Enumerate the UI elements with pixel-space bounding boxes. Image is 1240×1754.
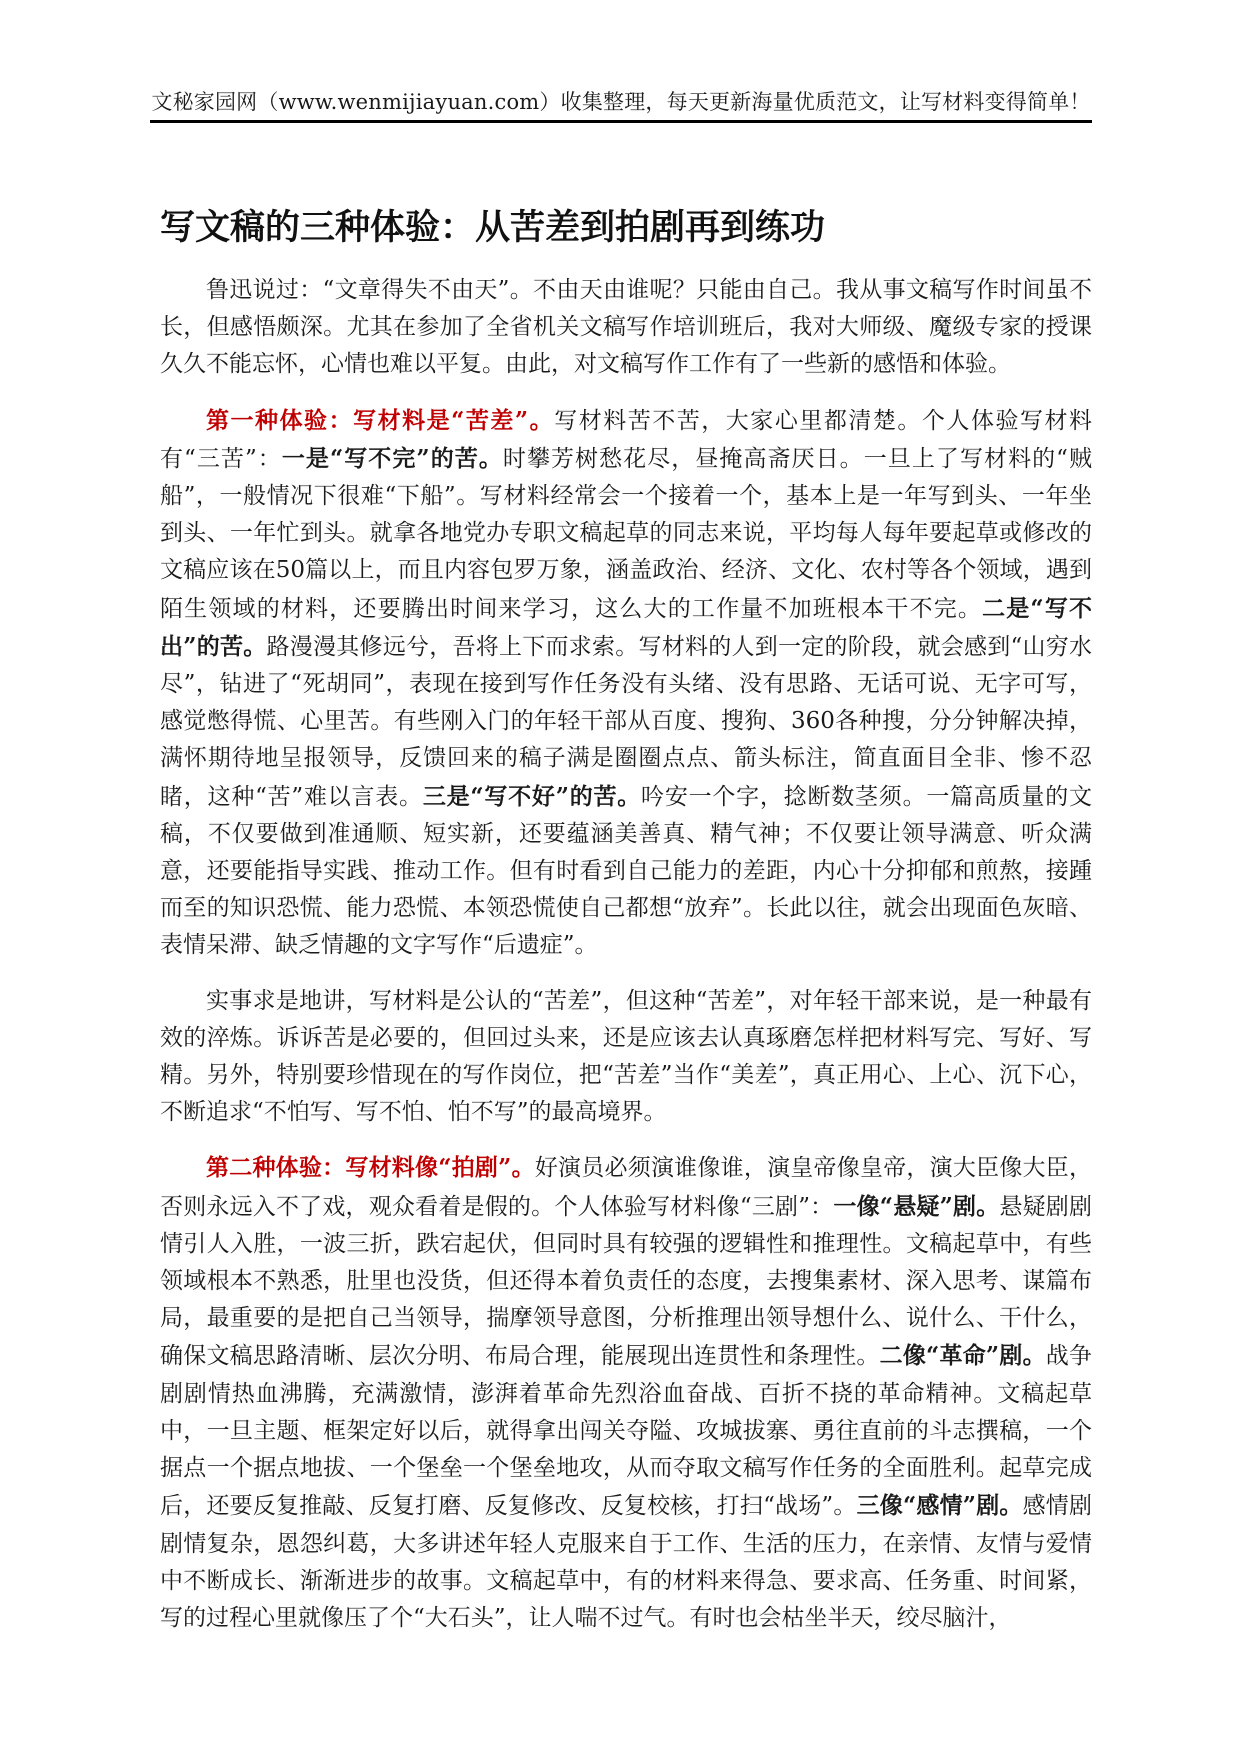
section-lead: 第一种体验：写材料是“苦差”。 bbox=[206, 406, 555, 434]
bold-phrase: 三是“写不好”的苦。 bbox=[422, 782, 642, 810]
article-body bbox=[160, 272, 1092, 1655]
paragraph-text: 写材料苦不苦，大家心里都清楚。个人体验写材料有“三苦”： bbox=[160, 407, 1092, 472]
section-lead: 第二种体验：写材料像“拍剧”。 bbox=[206, 1154, 535, 1182]
paragraph bbox=[160, 272, 1092, 384]
paragraph bbox=[160, 983, 1092, 1132]
paragraph bbox=[160, 402, 1092, 965]
article-title: 写文稿的三种体验：从苦差到拍剧再到练功 bbox=[160, 208, 826, 248]
paragraph-text: 鲁迅说过：“文章得失不由天”。不由天由谁呢？只能由自己。我从事文稿写作时间虽不长，但感悟颇深。尤其在参加了全省机关文稿写作培训班后，我对大师级、魔级专家的授课久久不能忘怀，心情也难以平复。由此，对文稿写作工作有了一些新的感悟和体验。 bbox=[160, 277, 1092, 378]
page-header: 文秘家园网（www.wenmijiayuan.com）收集整理，每天更新海量优质范文，让写材料变得简单！ bbox=[150, 88, 1092, 123]
paragraph-text: 感情剧剧情复杂，恩怨纠葛，大多讲述年轻人克服来自于工作、生活的压力，在亲情、友情与爱情中不断成长、渐渐进步的故事。文稿起草中，有的材料来得急、要求高、任务重、时间紧，写的过程心里就像压了个“大石头”，让人喘不过气。有时也会枯坐半天，绞尽脑汁， bbox=[160, 1493, 1092, 1631]
paragraph-text: 时攀芳树愁花尽，昼掩高斋厌日。一旦上了写材料的“贼船”，一般情况下很难“下船”。写材料经常会一个接着一个，基本上是一年写到头、一年坐到头、一年忙到头。就拿各地党办专职文稿起草的同志来说，平均每人每年要起草或修改的文稿应该在50篇以上，而且内容包罗万象，涵盖政治、经济、文化、农村等各个领域，遇到陌生领域的材料，还要腾出时间来学习，这么大的工作量不加班根本干不完。 bbox=[160, 445, 1092, 622]
paragraph-text: 路漫漫其修远兮，吾将上下而求索。写材料的人到一定的阶段，就会感到“山穷水尽”，钻进了“死胡同”，表现在接到写作任务没有头绪、没有思路、无话可说、无字可写，感觉憋得慌、心里苦。有些刚入门的年轻干部从百度、搜狗、360各种搜，分分钟解决掉，满怀期待地呈报领导，反馈回来的稿子满是圈圈点点、箭头标注，简直面目全非、惨不忍睹，这种“苦”难以言表。 bbox=[160, 633, 1092, 810]
paragraph-text: 悬疑剧剧情引人入胜，一波三折，跌宕起伏，但同时具有较强的逻辑性和推理性。文稿起草中，有些领域根本不熟悉，肚里也没货，但还得本着负责任的态度，去搜集素材、深入思考、谋篇布局，最重要的是把自己当领导，揣摩领导意图，分析推理出领导想什么、说什么、干什么，确保文稿思路清晰、层次分明、布局合理，能展现出连贯性和条理性。 bbox=[160, 1193, 1092, 1370]
paragraph-text: 吟安一个字，捻断数茎须。一篇高质量的文稿，不仅要做到准通顺、短实新，还要蕴涵美善真、精气神；不仅要让领导满意、听众满意，还要能指导实践、推动工作。但有时看到自己能力的差距，内心十分抑郁和煎熬，接踵而至的知识恐慌、能力恐慌、本领恐慌使自己都想“放弃”。长此以往，就会出现面色灰暗、表情呆滞、缺乏情趣的文字写作“后遗症”。 bbox=[160, 783, 1092, 959]
bold-phrase: 二是“写不出”的苦。 bbox=[160, 594, 1093, 660]
paragraph-text: 好演员必须演谁像谁，演皇帝像皇帝，演大臣像大臣，否则永远入不了戏，观众看着是假的。个人体验写材料像“三剧”： bbox=[160, 1155, 1092, 1220]
bold-phrase: 一是“写不完”的苦。 bbox=[281, 444, 503, 472]
bold-phrase: 一像“悬疑”剧。 bbox=[833, 1192, 1000, 1220]
paragraph-text: 实事求是地讲，写材料是公认的“苦差”，但这种“苦差”，对年轻干部来说，是一种最有效的淬炼。诉诉苦是必要的，但回过头来，还是应该去认真琢磨怎样把材料写完、写好、写精。另外，特别要珍惜现在的写作岗位，把“苦差”当作“美差”，真正用心、上心、沉下心，不断追求“不怕写、写不怕、怕不写”的最高境界。 bbox=[160, 987, 1092, 1126]
paragraph-text: 战争剧剧情热血沸腾，充满激情，澎湃着革命先烈浴血奋战、百折不挠的革命精神。文稿起草中，一旦主题、框架定好以后，就得拿出闯关夺隘、攻城拔寨、勇往直前的斗志撰稿，一个据点一个据点地拔、一个堡垒一个堡垒地攻，从而夺取文稿写作任务的全面胜利。起草完成后，还要反复推敲、反复打磨、反复修改、反复校核，打扫“战场”。 bbox=[160, 1343, 1093, 1520]
bold-phrase: 二像“革命”剧。 bbox=[879, 1342, 1046, 1370]
bold-phrase: 三像“感情”剧。 bbox=[856, 1492, 1023, 1520]
paragraph bbox=[160, 1149, 1092, 1637]
